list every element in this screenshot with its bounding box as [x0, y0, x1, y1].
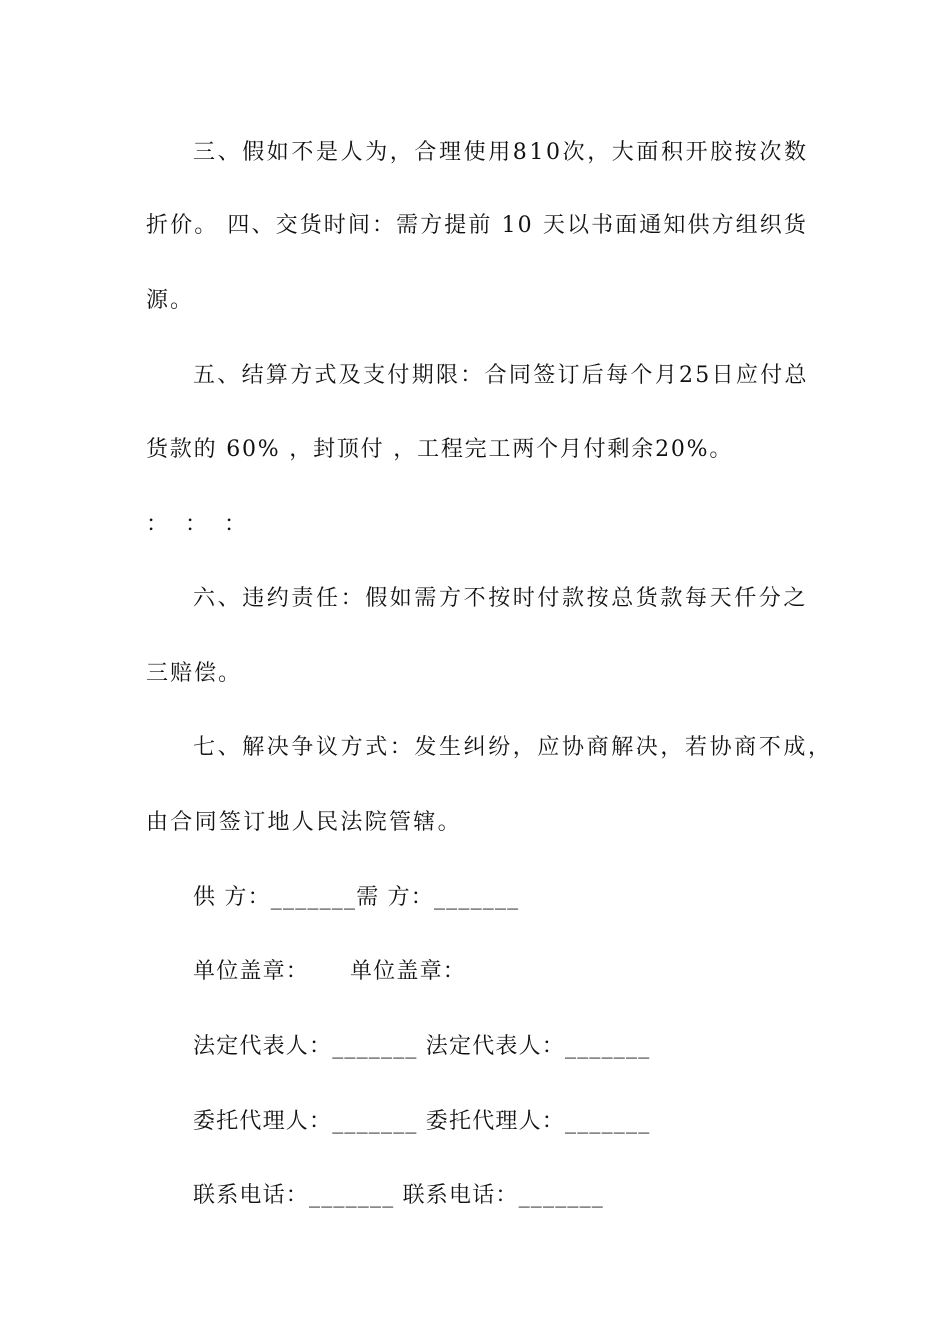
- clause-5-line-1: 五、结算方式及支付期限：合同签订后每个月25日应付总: [193, 363, 809, 388]
- signature-parties-line: 供 方：_______需 方：_______: [193, 885, 520, 910]
- clause-5-line-2: 货款的 60% ，封顶付 ，工程完工两个月付剩余20%。: [146, 437, 734, 462]
- clause-3-line-1: 三、假如不是人为，合理使用810次，大面积开胶按次数: [193, 140, 809, 165]
- clause-7-line-2: 由合同签订地人民法院管辖。: [146, 810, 462, 835]
- clause-7-line-1: 七、解决争议方式：发生纠纷，应协商解决，若协商不成，: [193, 735, 833, 760]
- signature-seal-line: 单位盖章： 单位盖章：: [193, 959, 466, 984]
- clause-6-line-2: 三赔偿。: [146, 661, 243, 686]
- signature-legal-rep-line: 法定代表人：_______ 法定代表人：_______: [193, 1034, 651, 1059]
- clause-6-line-1: 六、违约责任：假如需方不按时付款按总货款每天仟分之: [193, 586, 809, 611]
- clause-3-4-line-2: 折价。 四、交货时间：需方提前 10 天以书面通知供方组织货: [146, 213, 808, 238]
- colon-separator-line: ： ： ：: [146, 512, 247, 537]
- clause-4-line-end: 源。: [146, 288, 195, 313]
- signature-agent-line: 委托代理人：_______ 委托代理人：_______: [193, 1109, 651, 1134]
- signature-phone-line: 联系电话：_______ 联系电话：_______: [193, 1183, 604, 1208]
